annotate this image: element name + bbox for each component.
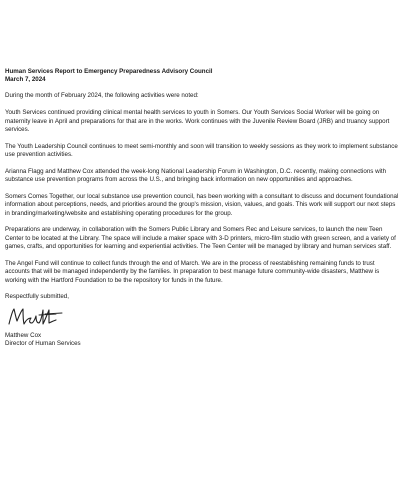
report-title: Human Services Report to Emergency Preparedness Advisory Council (5, 68, 213, 75)
document-content (5, 68, 400, 348)
signer-title: Director of Human Services (5, 340, 81, 347)
handwritten-signature-icon (6, 304, 76, 330)
youth-services-paragraph: Youth Services continued providing clinical mental health services to youth in Somers. Our Youth Services Social Worker will be going on maternity leave in April and preparations for that are in the works. Work continues with the Juvenile Review Board (JRB) and truancy support services. (5, 109, 390, 133)
report-date: March 7, 2024 (5, 76, 46, 84)
signer-name: Matthew Cox (5, 331, 42, 339)
angel-fund-paragraph: The Angel Fund will continue to collect funds through the end of March. We are in the process of reestablishing remaining funds to trust accounts that will be managed independently by the families. In preparation to best manage future community-wide disasters, Matthew is working with the Hartford Foundation to be the repository for funds in the future. (5, 259, 380, 284)
report-header (5, 68, 400, 84)
leadership-forum-paragraph: Arianna Flagg and Matthew Cox attended the week-long National Leadership Forum in Washington, D.C. recently, making connections with substance use prevention programs from across the U.S., and bringing back information on new opportunities and approaches. (5, 167, 387, 184)
closing-line: Respectfully submitted, (5, 293, 69, 301)
somers-comes-together-paragraph: Somers Comes Together, our local substance use prevention council, has been working with a consultant to discuss and document foundational information about perceptions, needs, and priorities around the group's mission, vision, values, and goals. This work will support our next steps in branding/marketing/website and establishing operating procedures for the group. (5, 192, 399, 217)
youth-leadership-paragraph: The Youth Leadership Council continues to meet semi-monthly and soon will transition to weekly sessions as they work to implement substance use prevention activities. (5, 142, 398, 159)
teen-center-paragraph: Preparations are underway, in collaboration with the Somers Public Library and Somers Rec and Leisure services, to launch the new Teen Center to be located at the Library. The space will include a maker space with 3-D printers, micro-film studio with green screen, and a variety of games, crafts, and opportunities for learning and experiential activities. The Teen Center will be managed by library and human services staff. (5, 226, 396, 251)
intro-paragraph: During the month of February 2024, the following activities were noted: (5, 92, 199, 100)
